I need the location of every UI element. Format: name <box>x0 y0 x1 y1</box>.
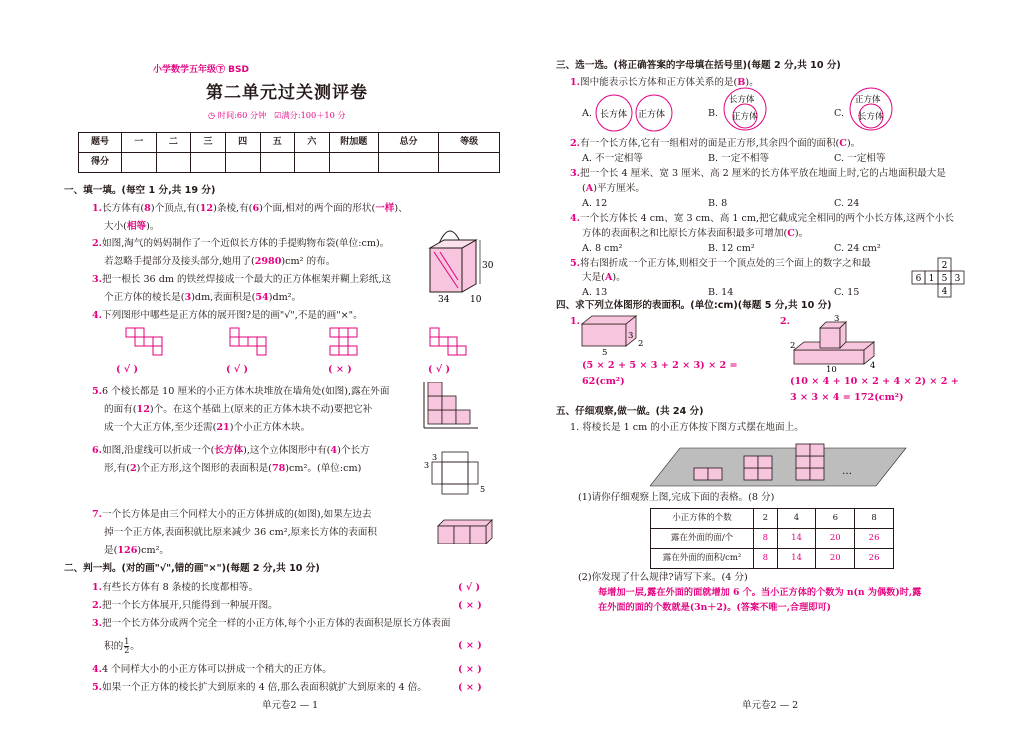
judge-2-answer: ( × ) <box>458 600 482 611</box>
section-1-title: 一、填一填。(每空 1 分,共 19 分) <box>64 185 216 196</box>
section-5-title: 五、仔细观察,做一做。(共 24 分) <box>556 406 704 417</box>
q1-3: 3.把一根长 36 dm 的铁丝焊接成一个最大的正方体框架并糊上彩纸,这 <box>92 274 392 285</box>
table-cell: 8 <box>855 509 894 529</box>
q1-2-cont: 若忽略手提部分及接头部分,她用了(2980)cm² 的布。 <box>104 256 336 267</box>
q1-1-cont: 大小(相等)。 <box>104 221 160 232</box>
figure-1-answer-2: 62(cm²) <box>582 376 625 387</box>
judge-3-cont: 积的 $\frac{1}{2}$ 。 <box>104 637 140 655</box>
figure-2-answer-2: 3 × 3 × 4 = 172(cm²) <box>790 392 904 403</box>
venn-option-a <box>594 93 674 133</box>
box-net-figure <box>420 450 500 500</box>
table-cell: 2 <box>754 509 778 529</box>
venn-option-b <box>722 86 768 132</box>
choice-1-opt-c: C. <box>834 108 845 119</box>
table-cell: 4 <box>777 509 816 529</box>
score-header: 二 <box>156 133 191 153</box>
score-cell[interactable] <box>329 153 378 173</box>
choice-5-c: C. 15 <box>834 287 860 298</box>
judge-3-answer: ( × ) <box>458 640 482 651</box>
venn-label: 长方体 <box>729 95 755 105</box>
dim-label: 4 <box>870 361 876 371</box>
cuboid-figure-1 <box>578 312 644 356</box>
q1-4-ans-1: ( √ ) <box>116 364 139 375</box>
series-label: 小学数学五年级㊦ BSD <box>153 65 249 75</box>
score-cell[interactable] <box>295 153 330 173</box>
table-cell: 14 <box>777 549 816 569</box>
section-4-title: 四、求下列立体图形的表面积。(单位:cm)(每题 5 分,共 10 分) <box>556 300 832 311</box>
venn-label: 正方体 <box>638 110 666 120</box>
choice-5: 5.将右图折成一个正方体,则相交于一个顶点处的三个面上的数字之和最 <box>570 258 871 269</box>
net-label: 5 <box>480 485 486 494</box>
cube-nets-figure <box>120 326 480 358</box>
bag-height: 30 <box>482 261 494 271</box>
choice-4-b: B. 12 cm² <box>708 243 755 254</box>
judge-1: 1.有些长方体有 8 条棱的长度都相等。 <box>92 582 259 593</box>
net-number: 6 <box>915 274 922 284</box>
score-cell[interactable] <box>225 153 260 173</box>
section-3-title: 三、选一选。(将正确答案的字母填在括号里)(每题 2 分,共 10 分) <box>556 60 841 71</box>
choice-3-b: B. 8 <box>708 198 728 209</box>
shopping-bag-figure <box>420 222 500 304</box>
q1-2: 2.如图,淘气的妈妈制作了一个近似长方体的手提购物布袋(单位:cm)。 <box>92 238 390 249</box>
judge-4: 4.4 个同样大小的小正方体可以拼成一个稍大的正方体。 <box>92 664 332 675</box>
q1-6: 6.如图,沿虚线可以折成一个(长方体),这个立体图形中有(4)个长方 <box>92 445 370 456</box>
left-footer: 单元卷2 — 1 <box>262 700 319 711</box>
score-header: 附加题 <box>329 133 378 153</box>
score-header: 等级 <box>439 133 500 153</box>
table-row-label: 露在外面的面积/cm² <box>651 549 754 569</box>
q1-3-cont: 个正方体的棱长是(3)dm,表面积是(54)dm²。 <box>104 292 302 303</box>
table-cell: 26 <box>855 549 894 569</box>
choice-2-a: A. 不一定相等 <box>582 153 643 164</box>
q1-4-ans-3: ( × ) <box>328 364 352 375</box>
venn-label: 正方体 <box>855 95 881 105</box>
venn-option-c <box>848 86 894 132</box>
dim-label: 2 <box>790 341 796 351</box>
venn-label: 长方体 <box>600 110 628 120</box>
score-header: 一 <box>122 133 157 153</box>
q1-4: 4.下列图形中哪些是正方体的展开图?是的画"√",不是的画"×"。 <box>92 310 363 321</box>
dim-label: 3 <box>834 314 840 324</box>
table-row-label: 露在外面的面/个 <box>651 529 754 549</box>
cube-table <box>650 508 894 569</box>
q1-5-cont2: 成一个大正方体,至少还需(21)个小正方体木块。 <box>104 422 311 433</box>
q1-7-cont2: 是(126)cm²。 <box>104 545 170 556</box>
judge-5: 5.如果一个正方体的棱长扩大到原来的 4 倍,那么表面积就扩大到原来的 4 倍。 <box>92 682 427 693</box>
time-label: ◷ 时间:60 分钟 ☑满分:100＋10 分 <box>208 110 346 120</box>
score-header: 题号 <box>79 133 122 153</box>
choice-4-c: C. 24 cm² <box>834 243 881 254</box>
table-row-label: 小正方体的个数 <box>651 509 754 529</box>
figure-2-answer-1: (10 × 4 + 10 × 2 + 4 × 2) × 2 + <box>790 376 959 387</box>
figure-2-number: 2. <box>780 316 791 327</box>
bag-length: 34 <box>438 295 450 304</box>
choice-1: 1.图中能表示长方体和正方体关系的是(B)。 <box>570 77 759 88</box>
right-footer: 单元卷2 — 2 <box>742 700 799 711</box>
table-cell: 20 <box>816 549 855 569</box>
dim-label: 10 <box>826 365 837 372</box>
score-cell[interactable] <box>378 153 439 173</box>
s5-question-1: 1. 将棱长是 1 cm 的小正方体按下图方式摆在地面上。 <box>570 422 804 433</box>
continuation-dots: … <box>842 466 852 477</box>
score-header: 总分 <box>378 133 439 153</box>
net-number: 2 <box>941 261 948 271</box>
net-number: 5 <box>941 274 948 284</box>
corner-cubes-figure <box>422 382 482 438</box>
choice-1-opt-b: B. <box>708 108 719 119</box>
judge-2: 2.把一个长方体展开,只能得到一种展开图。 <box>92 600 278 611</box>
dim-label: 5 <box>602 348 608 356</box>
table-cell: 14 <box>777 529 816 549</box>
checkbox-icon: ☑ <box>274 110 282 120</box>
stacked-cubes-figure <box>650 436 908 488</box>
judge-1-answer: ( √ ) <box>458 582 481 593</box>
choice-1-opt-a: A. <box>582 108 592 119</box>
choice-5-cont: 大是(A)。 <box>582 272 626 283</box>
table-cell: 8 <box>754 529 778 549</box>
judge-3: 3.把一个长方体分成两个完全一样的小正方体,每个小正方体的表面积是原长方体表面 <box>92 618 451 629</box>
page-title: 第二单元过关测评卷 <box>206 83 368 103</box>
score-row-label: 得分 <box>79 153 122 173</box>
score-header: 五 <box>260 133 295 153</box>
s5-part-1: (1)请你仔细观察上图,完成下面的表格。(8 分) <box>578 492 775 503</box>
score-cell[interactable] <box>260 153 295 173</box>
choice-4: 4.一个长方体长 4 cm、宽 3 cm、高 1 cm,把它截成完全相同的两个小长方体,这两个小长 <box>570 213 954 224</box>
dim-label: 3 <box>628 331 634 341</box>
choice-5-b: B. 14 <box>708 287 734 298</box>
score-header: 六 <box>295 133 330 153</box>
venn-label: 长方体 <box>858 112 884 122</box>
choice-4-cont: 方体的表面积之和比原长方体表面积最多可增加(C)。 <box>582 228 809 239</box>
net-number: 3 <box>954 274 961 284</box>
choice-2-b: B. 一定不相等 <box>708 153 770 164</box>
choice-3-cont: (A)平方厘米。 <box>582 183 645 194</box>
choice-3: 3.把一个长 4 厘米、宽 3 厘米、高 2 厘米的长方体平放在地面上时,它的占地面积最大是 <box>570 168 946 179</box>
judge-4-answer: ( × ) <box>458 664 482 675</box>
table-cell: 26 <box>855 529 894 549</box>
score-table <box>78 132 500 173</box>
q1-4-ans-4: ( √ ) <box>428 364 451 375</box>
q1-7: 7.一个长方体是由三个同样大小的正方体拼成的(如图),如果左边去 <box>92 509 372 520</box>
net-number: 1 <box>928 274 935 284</box>
q1-5-cont: 的面有(12)个。在这个基础上(原来的正方体木块不动)要把它补 <box>104 404 373 415</box>
s5-answer-line-2: 在外面的面的个数就是(3n＋2)。(答案不唯一,合理即可) <box>598 602 831 613</box>
score-cell[interactable] <box>439 153 500 173</box>
q1-6-cont: 形,有(2)个正方形,这个图形的表面积是(78)cm²。(单位:cm) <box>104 463 362 474</box>
s5-part-2: (2)你发现了什么规律?请写下来。(4 分) <box>578 572 748 583</box>
q1-4-ans-2: ( √ ) <box>226 364 249 375</box>
net-label: 3 <box>432 453 438 462</box>
judge-5-answer: ( × ) <box>458 682 482 693</box>
score-header: 四 <box>225 133 260 153</box>
figure-1-number: 1. <box>570 316 581 327</box>
q1-1: 1.长方体有(8)个顶点,有(12)条棱,有(6)个面,相对的两个面的形状(一样)、 <box>92 203 408 214</box>
score-cell[interactable] <box>191 153 226 173</box>
choice-2-c: C. 一定相等 <box>834 153 886 164</box>
choice-5-a: A. 13 <box>582 287 608 298</box>
choice-2: 2.有一个长方体,它有一组相对的面是正方形,其余四个面的面积(C)。 <box>570 138 861 149</box>
table-cell: 6 <box>816 509 855 529</box>
number-cube-net <box>906 256 970 304</box>
venn-label: 正方体 <box>732 112 758 122</box>
score-header: 三 <box>191 133 226 153</box>
score-cell[interactable] <box>156 153 191 173</box>
clock-icon: ◷ <box>208 110 216 120</box>
dim-label: 2 <box>638 339 644 349</box>
choice-3-c: C. 24 <box>834 198 860 209</box>
net-label: 3 <box>424 461 430 470</box>
choice-4-a: A. 8 cm² <box>582 243 623 254</box>
q1-7-cont: 掉一个正方体,表面积就比原来减少 36 cm²,原来长方体的表面积 <box>104 527 377 538</box>
q1-5: 5.6 个棱长都是 10 厘米的小正方体木块堆放在墙角处(如图),露在外面 <box>92 386 390 397</box>
section-2-title: 二、判一判。(对的画"√",错的画"×")(每题 2 分,共 10 分) <box>64 563 320 574</box>
bag-width: 10 <box>470 295 482 304</box>
net-number: 4 <box>941 287 948 297</box>
three-cubes-figure <box>434 518 496 544</box>
cuboid-figure-2 <box>790 312 880 372</box>
score-cell[interactable] <box>122 153 157 173</box>
s5-answer-line-1: 每增加一层,露在外面的面就增加 6 个。当小正方体的个数为 n(n 为偶数)时,露 <box>598 587 922 598</box>
table-cell: 20 <box>816 529 855 549</box>
choice-3-a: A. 12 <box>582 198 608 209</box>
figure-1-answer-1: (5 × 2 + 5 × 3 + 2 × 3) × 2 = <box>582 360 738 371</box>
table-cell: 8 <box>754 549 778 569</box>
